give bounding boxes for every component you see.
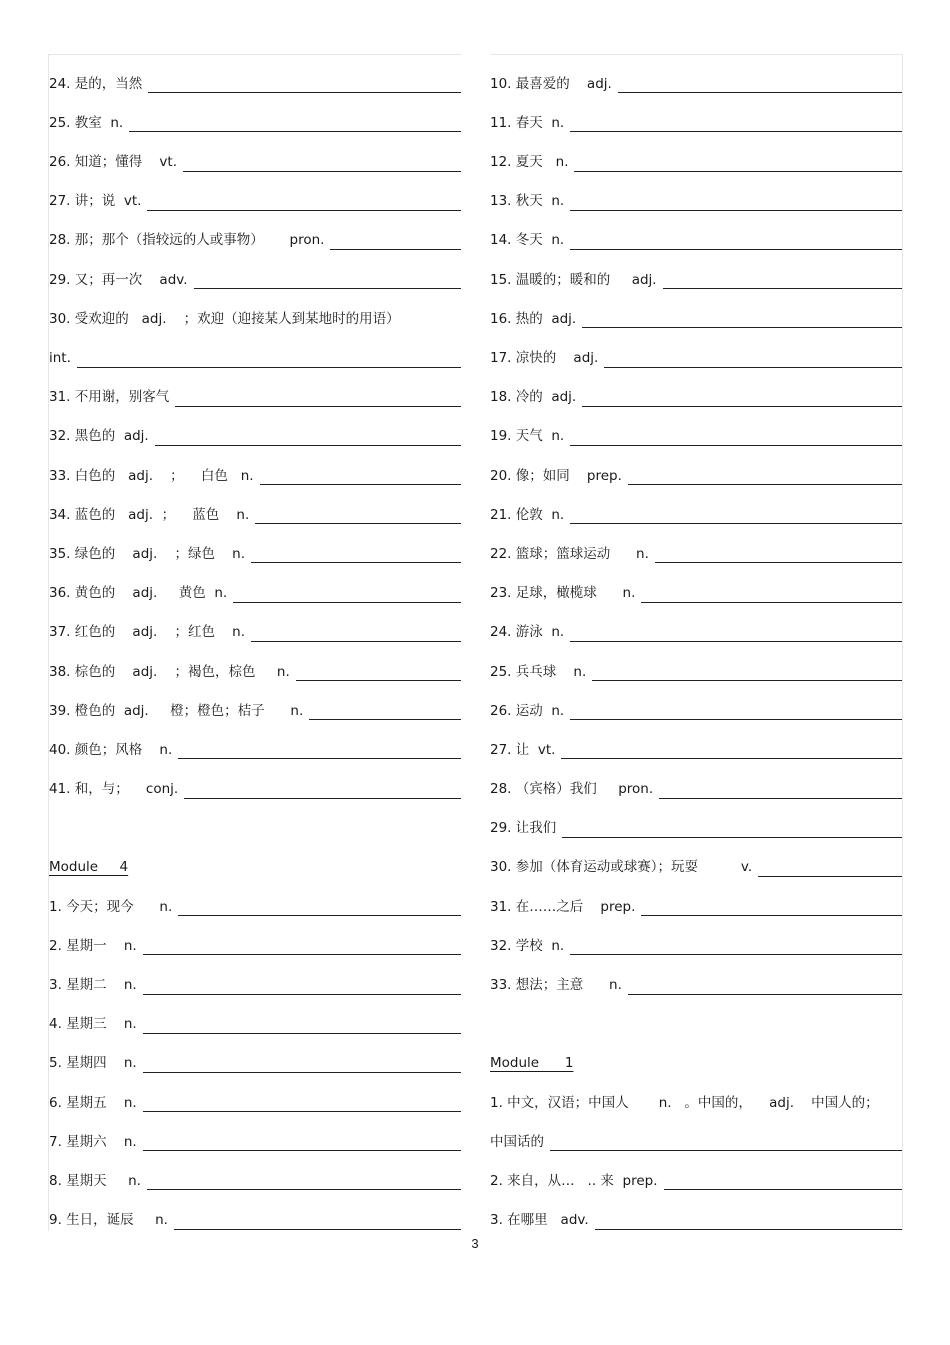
item-label: 24. 游泳 n.	[490, 624, 565, 641]
item-label: 31. 在……之后 prep.	[490, 898, 636, 915]
blank-spacer	[490, 996, 902, 1035]
vocab-item	[49, 447, 461, 486]
item-label: 1. 中文，汉语；中国人 n. 。中国的， adj. 中国人的；	[490, 1094, 879, 1111]
item-label: 14. 冬天 n.	[490, 232, 565, 249]
item-label: 29. 又；再一次 adv.	[49, 271, 188, 288]
vocab-item	[49, 956, 461, 995]
vocab-item	[49, 1035, 461, 1074]
item-label: 30. 参加（体育运动或球赛）；玩耍 v.	[490, 859, 753, 876]
left-column	[48, 54, 461, 1231]
answer-blank-line[interactable]	[296, 680, 461, 681]
item-label: Module 1	[490, 1055, 574, 1072]
item-label: 41. 和，与； conj.	[49, 781, 179, 798]
vocab-item	[49, 682, 461, 721]
answer-blank-line[interactable]	[143, 954, 461, 955]
answer-blank-line[interactable]	[595, 1229, 902, 1230]
answer-blank-line[interactable]	[251, 562, 461, 563]
item-label: 21. 伦敦 n.	[490, 506, 565, 523]
vocab-item	[490, 878, 902, 917]
answer-blank-line[interactable]	[260, 484, 461, 485]
vocab-item	[49, 1074, 461, 1113]
vocab-item	[49, 643, 461, 682]
item-label: 8. 星期天 n.	[49, 1172, 141, 1189]
vocab-item	[490, 760, 902, 799]
answer-blank-line[interactable]	[143, 1072, 461, 1073]
vocab-item	[490, 839, 902, 878]
vocab-item	[490, 329, 902, 368]
item-label: 11. 春天 n.	[490, 114, 565, 131]
item-label: 20. 像；如同 prep.	[490, 467, 622, 484]
answer-blank-line[interactable]	[178, 758, 461, 759]
item-label: Module 4	[49, 859, 129, 876]
vocab-item	[49, 290, 461, 329]
answer-blank-line[interactable]	[129, 131, 461, 132]
vocab-item	[49, 760, 461, 799]
item-label: 40. 颜色；风格 n.	[49, 741, 173, 758]
item-label: 30. 受欢迎的 adj. ；欢迎（迎接某人到某地时的用语）	[49, 310, 400, 327]
vocab-item	[490, 1152, 902, 1191]
vocab-item	[49, 525, 461, 564]
answer-blank-line[interactable]	[174, 1229, 461, 1230]
item-label: 27. 让 vt.	[490, 741, 556, 758]
answer-blank-line[interactable]	[148, 92, 461, 93]
vocab-item	[49, 55, 461, 94]
page-number: 3	[471, 1236, 479, 1251]
answer-blank-line[interactable]	[592, 680, 902, 681]
vocab-item	[49, 133, 461, 172]
answer-blank-line[interactable]	[618, 92, 902, 93]
vocab-item	[49, 721, 461, 760]
vocab-item	[490, 1191, 902, 1230]
answer-blank-line[interactable]	[178, 915, 461, 916]
item-label: 31. 不用谢，别客气	[49, 389, 170, 406]
answer-blank-line[interactable]	[561, 758, 902, 759]
item-label: 17. 凉快的 adj.	[490, 350, 599, 366]
vocab-item	[490, 486, 902, 525]
item-label: 16. 热的 adj.	[490, 310, 577, 327]
answer-blank-line[interactable]	[628, 484, 902, 485]
item-label: 中国话的	[490, 1133, 544, 1150]
blank-spacer	[49, 800, 461, 839]
vocab-item	[49, 329, 461, 368]
item-label: 33. 想法；主意 n.	[490, 977, 622, 993]
answer-blank-line[interactable]	[184, 798, 461, 799]
vocab-item	[490, 251, 902, 290]
vocab-item	[490, 133, 902, 172]
vocab-item	[490, 604, 902, 643]
answer-blank-line[interactable]	[570, 210, 902, 211]
vocab-item	[49, 878, 461, 917]
vocab-item	[490, 643, 902, 682]
answer-blank-line[interactable]	[574, 171, 902, 172]
item-label: 33. 白色的 adj. ； 白色 n.	[49, 467, 254, 484]
item-label: 18. 冷的 adj.	[490, 389, 577, 406]
item-label: 29. 让我们	[490, 820, 557, 837]
answer-blank-line[interactable]	[147, 1189, 461, 1190]
answer-blank-line[interactable]	[550, 1150, 902, 1151]
item-label: 2. 来自，从… .. 来 prep.	[490, 1172, 658, 1189]
answer-blank-line[interactable]	[562, 837, 902, 838]
vocab-item	[490, 564, 902, 603]
answer-blank-line[interactable]	[570, 131, 902, 132]
item-label: 34. 蓝色的 adj. ； 蓝色 n.	[49, 506, 250, 523]
module-heading	[490, 1035, 902, 1074]
item-label: 13. 秋天 n.	[490, 193, 565, 210]
module-heading	[49, 839, 461, 878]
answer-blank-line[interactable]	[147, 210, 461, 211]
vocab-item	[49, 94, 461, 133]
answer-blank-line[interactable]	[604, 367, 902, 368]
answer-blank-line[interactable]	[570, 641, 902, 642]
vocab-item	[49, 173, 461, 212]
vocab-item	[490, 525, 902, 564]
item-label: 25. 教室 n.	[49, 114, 124, 131]
answer-blank-line[interactable]	[659, 798, 902, 799]
item-label: 15. 温暖的；暖和的 adj.	[490, 271, 657, 288]
answer-blank-line[interactable]	[143, 1033, 461, 1034]
vocab-item	[490, 173, 902, 212]
item-label: 12. 夏天 n.	[490, 154, 569, 171]
vocab-item	[490, 1074, 902, 1113]
answer-blank-line[interactable]	[77, 367, 461, 368]
answer-blank-line[interactable]	[641, 602, 902, 603]
answer-blank-line[interactable]	[309, 719, 461, 720]
vocab-item	[49, 408, 461, 447]
answer-blank-line[interactable]	[570, 954, 902, 955]
answer-blank-line[interactable]	[582, 327, 902, 328]
vocab-item	[490, 447, 902, 486]
vocab-item	[49, 604, 461, 643]
item-label: 7. 星期六 n.	[49, 1133, 137, 1150]
answer-blank-line[interactable]	[655, 562, 902, 563]
answer-blank-line[interactable]	[758, 876, 902, 877]
vocab-item	[49, 1113, 461, 1152]
vocab-item	[490, 956, 902, 995]
answer-blank-line[interactable]	[175, 406, 461, 407]
item-label: 22. 篮球；篮球运动 n.	[490, 545, 649, 562]
vocab-item	[490, 94, 902, 133]
vocab-item	[490, 290, 902, 329]
answer-blank-line[interactable]	[664, 1189, 903, 1190]
answer-blank-line[interactable]	[570, 445, 902, 446]
item-label: 3. 星期二 n.	[49, 977, 137, 993]
answer-blank-line[interactable]	[570, 523, 902, 524]
answer-blank-line[interactable]	[570, 249, 902, 250]
item-label: 24. 是的，当然	[49, 75, 143, 92]
answer-blank-line[interactable]	[255, 523, 461, 524]
item-label: 23. 足球，橄榄球 n.	[490, 585, 636, 602]
vocab-item	[490, 800, 902, 839]
answer-blank-line[interactable]	[251, 641, 461, 642]
answer-blank-line[interactable]	[582, 406, 902, 407]
item-label: 4. 星期三 n.	[49, 1016, 137, 1033]
vocab-item	[490, 55, 902, 94]
item-label: 26. 知道；懂得 vt.	[49, 154, 177, 171]
item-label: 2. 星期一 n.	[49, 937, 137, 954]
vocab-item	[490, 408, 902, 447]
item-label: 10. 最喜爱的 adj.	[490, 75, 612, 92]
vocab-item	[49, 369, 461, 408]
vocab-item	[49, 212, 461, 251]
item-label: 6. 星期五 n.	[49, 1094, 137, 1111]
vocab-item	[490, 1113, 902, 1152]
item-label: 26. 运动 n.	[490, 702, 565, 719]
vocab-item	[49, 564, 461, 603]
answer-blank-line[interactable]	[155, 445, 461, 446]
vocab-item	[490, 369, 902, 408]
item-label: 39. 橙色的 adj. 橙；橙色；桔子 n.	[49, 702, 304, 719]
item-label: 19. 天气 n.	[490, 428, 565, 445]
answer-blank-line[interactable]	[194, 288, 461, 289]
item-label: 36. 黄色的 adj. 黄色 n.	[49, 585, 228, 602]
answer-blank-line[interactable]	[570, 719, 902, 720]
item-label: 3. 在哪里 adv.	[490, 1212, 589, 1229]
vocab-item	[490, 682, 902, 721]
item-label: 25. 兵乓球 n.	[490, 663, 587, 680]
vocab-item	[49, 251, 461, 290]
item-label: 28. （宾格）我们 pron.	[490, 781, 654, 798]
vocab-item	[490, 917, 902, 956]
vocab-item	[49, 486, 461, 525]
vocab-item	[49, 996, 461, 1035]
item-label: 37. 红色的 adj. ；红色 n.	[49, 624, 245, 641]
answer-blank-line[interactable]	[143, 994, 461, 995]
item-label: 9. 生日，诞辰 n.	[49, 1212, 168, 1229]
vocab-item	[490, 721, 902, 760]
item-label: 27. 讲；说 vt.	[49, 193, 142, 210]
right-column	[490, 54, 903, 1231]
answer-blank-line[interactable]	[641, 915, 902, 916]
item-label: 38. 棕色的 adj. ；褐色，棕色 n.	[49, 663, 290, 680]
answer-blank-line[interactable]	[330, 249, 461, 250]
item-label: 32. 黑色的 adj.	[49, 428, 149, 445]
item-label: 32. 学校 n.	[490, 937, 565, 954]
vocab-item	[490, 212, 902, 251]
item-label: 5. 星期四 n.	[49, 1055, 137, 1072]
vocab-item	[49, 1152, 461, 1191]
item-label: int.	[49, 350, 71, 366]
item-label: 1. 今天；现今 n.	[49, 898, 173, 915]
vocab-item	[49, 917, 461, 956]
answer-blank-line[interactable]	[143, 1111, 461, 1112]
answer-blank-line[interactable]	[628, 994, 902, 995]
answer-blank-line[interactable]	[663, 288, 902, 289]
answer-blank-line[interactable]	[183, 171, 461, 172]
item-label: 28. 那；那个（指较远的人或事物） pron.	[49, 232, 325, 249]
answer-blank-line[interactable]	[233, 602, 461, 603]
item-label: 35. 绿色的 adj. ；绿色 n.	[49, 545, 245, 562]
vocab-item	[49, 1191, 461, 1230]
answer-blank-line[interactable]	[143, 1150, 461, 1151]
